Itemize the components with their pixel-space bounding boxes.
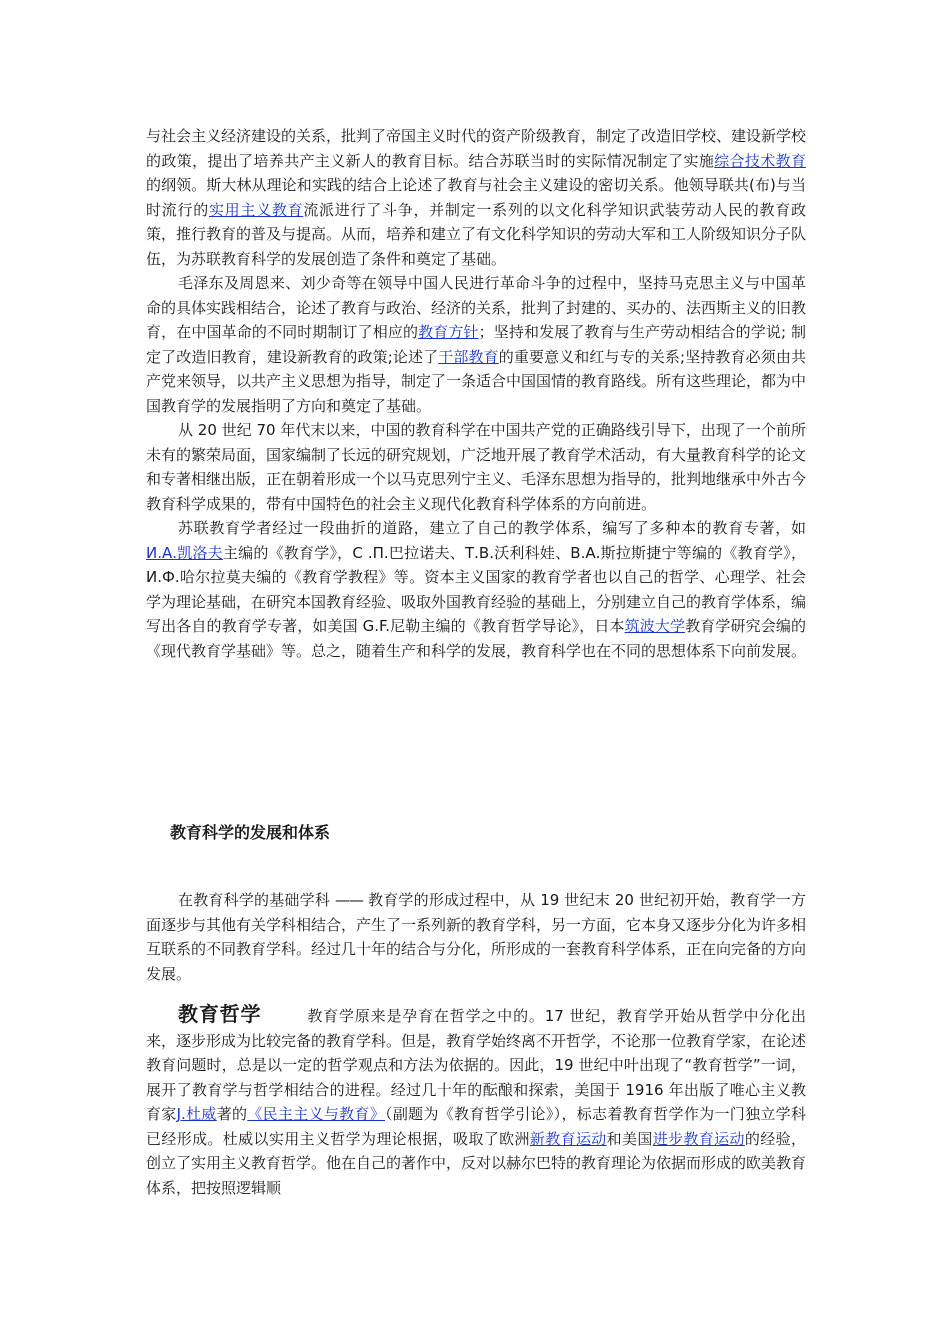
link-cadre-education[interactable]: 干部教育 [438, 347, 499, 366]
paragraph-soviet-scholars: 苏联教育学者经过一段曲折的道路，建立了自己的教学体系，编写了多种本的教育专著，如И.А.凯洛夫主编的《教育学》，С .П.巴拉诺夫、Т.В.沃利科娃、В.А.斯拉斯捷宁等编的《教育学》，И.Ф.哈尔拉莫夫编的《教育学教程》等。资本主义国家的教育学者也以自己的哲学、心理学、社会学为理论基础，在研究本国教育经验、吸取外国教育经验的基础上，分别建立自己的教育学体系，编写出各自的教育学专著，如美国 G.F.尼勒主编的《教育哲学导论》，日本筑波大学教育学研究会编的《现代教育学基础》等。总之，随着生产和科学的发展，教育科学也在不同的思想体系下向前发展。 [146, 519, 807, 660]
paragraph-soviet-education: 与社会主义经济建设的关系，批判了帝国主义时代的资产阶级教育，制定了改造旧学校、建设新学校的政策，提出了培养共产主义新人的教育目标。结合苏联当时的实际情况制定了实施综合技术教育的纲领。斯大林从理论和实践的结合上论述了教育与社会主义建设的密切关系。他领导联共(布)与当时流行的实用主义教育流派进行了斗争，并制定一系列的以文化科学知识武装劳动人民的教育政策，推行教育的普及与提高。从而，培养和建立了有文化科学知识的劳动大军和工人阶级知识分子队伍，为苏联教育科学的发展创造了条件和奠定了基础。 [146, 127, 807, 268]
paragraph-education-philosophy: 教育哲学 教育学原来是孕育在哲学之中的。17 世纪，教育学开始从哲学中分化出来，逐步形成为比较完备的教育学科。但是，教育学始终离不开哲学，不论那一位教育学家，在论述教育问题时，总是以一定的哲学观点和方法为依据的。因此，19 世纪中叶出现了“教育哲学”一词，展开了教育学与哲学相结合的进程。经过几十年的酝酿和探索，美国于 1916 年出版了唯心主义教育家J.杜威著的《民主主义与教育》（副题为《教育哲学引论》），标志着教育哲学作为一门独立学科已经形成。杜威以实用主义哲学为理论根据，吸取了欧洲新教育运动和美国进步教育运动的经验，创立了实用主义教育哲学。他在自己的著作中，反对以赫尔巴特的教育理论为依据而形成的欧美教育体系，把按照逻辑顺 [146, 1002, 807, 1197]
link-dewey[interactable]: J.杜威 [176, 1105, 217, 1123]
section-heading: 教育科学的发展和体系 [170, 823, 331, 842]
document-body [146, 124, 806, 663]
paragraph-mao-education: 毛泽东及周恩来、刘少奇等在领导中国人民进行革命斗争的过程中，坚持马克思主义与中国革命的具体实践相结合，论述了教育与政治、经济的关系，批判了封建的、买办的、法西斯主义的旧教育，在中国革命的不同时期制订了相应的教育方针；坚持和发展了教育与生产劳动相结合的学说; 制定了改造旧教育，建设新教育的政策;论述了干部教育的重要意义和红与专的关系;坚持教育必须由共产党来领导，以共产主义思想为指导，制定了一条适合中国国情的教育路线。所有这些理论，都为中国教育学的发展指明了方向和奠定了基础。 [146, 274, 807, 415]
link-kairov[interactable]: И.А.凯洛夫 [146, 543, 223, 562]
link-polytechnic-education[interactable]: 综合技术教育 [714, 151, 806, 170]
link-democracy-and-education[interactable]: 《民主主义与教育》 [247, 1105, 386, 1123]
link-new-education-movement[interactable]: 新教育运动 [529, 1129, 607, 1148]
paragraph-education-science-system: 在教育科学的基础学科 —— 教育学的形成过程中，从 19 世纪末 20 世纪初开始，教育学一方面逐步与其他有关学科相结合，产生了一系列新的教育学科，另一方面，它本身又逐步分化为许多相互联系的不同教育学科。经过几十年的结合与分化，所形成的一套教育科学体系，正在向完备的方向发展。 [146, 891, 807, 983]
section-intro [146, 888, 806, 986]
link-progressive-education-movement[interactable]: 进步教育运动 [652, 1129, 745, 1148]
subsection-title: 教育哲学 [178, 1002, 262, 1026]
section-philosophy [146, 1002, 806, 1200]
link-pragmatism-education[interactable]: 实用主义教育 [208, 200, 304, 219]
paragraph-china-1970s: 从 20 世纪 70 年代末以来，中国的教育科学在中国共产党的正确路线引导下，出现了一个前所未有的繁荣局面，国家编制了长远的研究规划，广泛地开展了教育学术活动，有大量教育科学的论文和专著相继出版，正在朝着形成一个以马克思列宁主义、毛泽东思想为指导的，批判地继承中外古今教育科学成果的，带有中国特色的社会主义现代化教育科学体系的方向前进。 [146, 421, 807, 513]
link-tsukuba-university[interactable]: 筑波大学 [624, 617, 686, 635]
link-education-policy[interactable]: 教育方针 [418, 323, 479, 341]
